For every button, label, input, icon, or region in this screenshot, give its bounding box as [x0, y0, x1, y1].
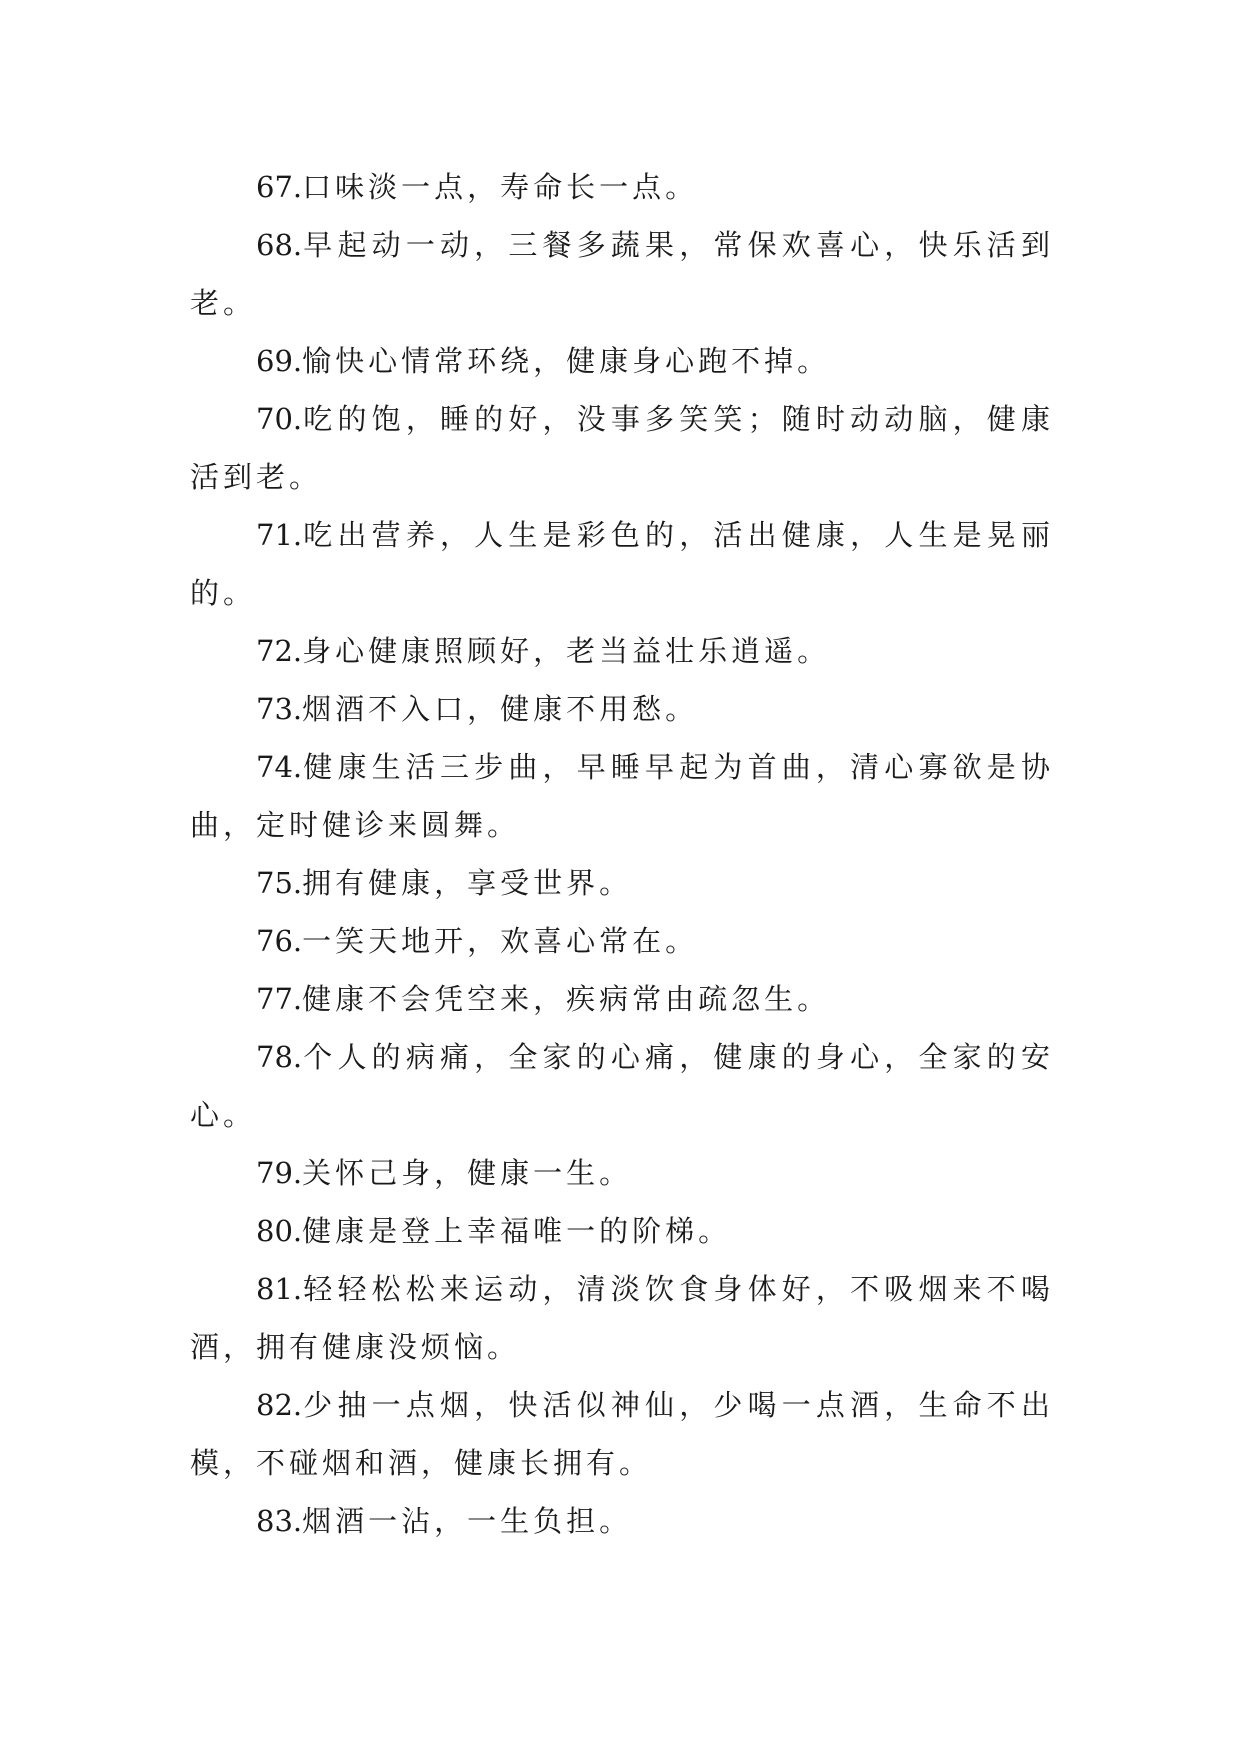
- item-text: 关怀己身，健康一生。: [302, 1156, 633, 1190]
- item-number: 74.: [256, 750, 303, 784]
- item-text: 吃的饱，睡的好，没事多笑笑；随时动动脑，健康活到老。: [190, 402, 1054, 494]
- item-text: 烟酒不入口，健康不用愁。: [302, 692, 699, 726]
- list-item: [190, 912, 1054, 970]
- item-number: 69.: [256, 344, 303, 378]
- item-text: 身心健康照顾好，老当益壮乐逍遥。: [302, 634, 831, 668]
- list-item: [190, 1492, 1054, 1550]
- list-item: [190, 216, 1054, 332]
- item-text: 健康不会凭空来，疾病常由疏忽生。: [302, 982, 831, 1016]
- list-item: [190, 680, 1054, 738]
- list-item: [190, 854, 1054, 912]
- list-item: [190, 970, 1054, 1028]
- item-number: 67.: [256, 170, 303, 204]
- list-item: [190, 506, 1054, 622]
- item-text: 早起动一动，三餐多蔬果，常保欢喜心，快乐活到老。: [190, 228, 1054, 320]
- item-text: 拥有健康，享受世界。: [302, 866, 633, 900]
- item-number: 78.: [256, 1040, 303, 1074]
- item-text: 口味淡一点，寿命长一点。: [302, 170, 699, 204]
- item-number: 83.: [256, 1504, 303, 1538]
- item-number: 72.: [256, 634, 303, 668]
- list-item: [190, 1376, 1054, 1492]
- item-text: 健康生活三步曲，早睡早起为首曲，清心寡欲是协曲，定时健诊来圆舞。: [190, 750, 1054, 842]
- item-number: 68.: [256, 228, 303, 262]
- list-item: [190, 1260, 1054, 1376]
- list-item: [190, 1028, 1054, 1144]
- item-text: 吃出营养，人生是彩色的，活出健康，人生是晃丽的。: [190, 518, 1054, 610]
- list-item: [190, 332, 1054, 390]
- item-text: 个人的病痛，全家的心痛，健康的身心，全家的安心。: [190, 1040, 1054, 1132]
- item-number: 82.: [256, 1388, 303, 1422]
- item-number: 71.: [256, 518, 303, 552]
- list-item: [190, 1202, 1054, 1260]
- item-text: 轻轻松松来运动，清淡饮食身体好，不吸烟来不喝酒，拥有健康没烦恼。: [190, 1272, 1054, 1364]
- item-number: 73.: [256, 692, 303, 726]
- item-number: 77.: [256, 982, 303, 1016]
- list-item: [190, 158, 1054, 216]
- item-text: 烟酒一沾，一生负担。: [302, 1504, 633, 1538]
- list-item: [190, 622, 1054, 680]
- item-text: 少抽一点烟，快活似神仙，少喝一点酒，生命不出模，不碰烟和酒，健康长拥有。: [190, 1388, 1054, 1480]
- item-number: 70.: [256, 402, 303, 436]
- item-number: 80.: [256, 1214, 303, 1248]
- list-item: [190, 1144, 1054, 1202]
- item-text: 愉快心情常环绕，健康身心跑不掉。: [302, 344, 831, 378]
- item-number: 76.: [256, 924, 303, 958]
- list-item: [190, 738, 1054, 854]
- item-number: 81.: [256, 1272, 303, 1306]
- slogan-list: [190, 158, 1054, 1550]
- item-number: 75.: [256, 866, 303, 900]
- list-item: [190, 390, 1054, 506]
- item-number: 79.: [256, 1156, 303, 1190]
- item-text: 一笑天地开，欢喜心常在。: [302, 924, 699, 958]
- item-text: 健康是登上幸福唯一的阶梯。: [302, 1214, 732, 1248]
